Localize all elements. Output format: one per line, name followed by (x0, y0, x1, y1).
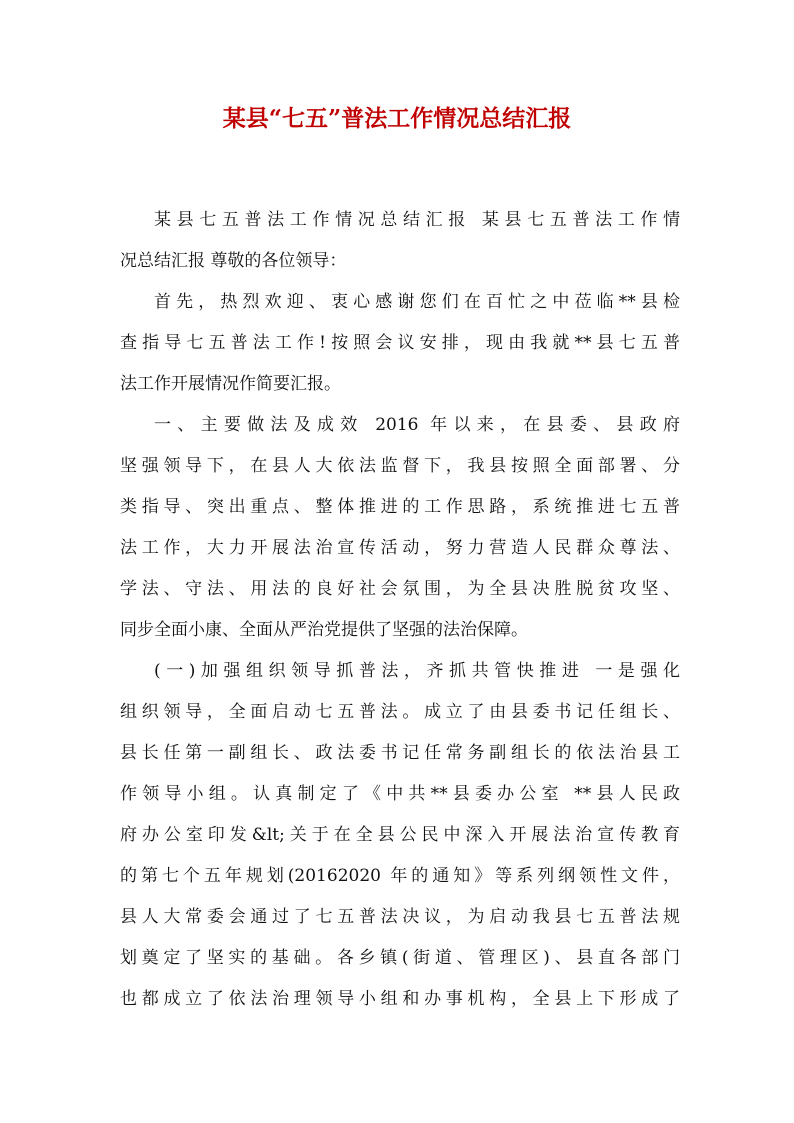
text-line: 组织领导，全面启动七五普法。成立了由县委书记任组长、 (120, 702, 680, 722)
text-line: (一)加强组织领导抓普法，齐抓共管快推进 一是强化 (154, 661, 680, 681)
text-line: 划奠定了坚实的基础。各乡镇(街道、管理区)、县直各部门 (120, 948, 680, 968)
text-line: 法工作，大力开展法治宣传活动，努力营造人民群众尊法、 (120, 538, 680, 558)
paragraph-main-measures (120, 405, 680, 651)
text-line: 县长任第一副组长、政法委书记任常务副组长的依法治县工 (120, 743, 680, 763)
text-line: 首先，热烈欢迎、衷心感谢您们在百忙之中莅临**县检 (154, 292, 680, 312)
text-line: 县人大常委会通过了七五普法决议，为启动我县七五普法规 (120, 907, 680, 927)
text-line: 学法、守法、用法的良好社会氛围，为全县决胜脱贫攻坚、 (120, 579, 680, 599)
paragraph-organization (120, 651, 680, 1020)
text-line: 类指导、突出重点、整体推进的工作思路，系统推进七五普 (120, 497, 680, 517)
document-title: 某县“七五”普法工作情况总结汇报 (222, 105, 572, 132)
text-line: 同步全面小康、全面从严治党提供了坚强的法治保障。 (120, 620, 528, 640)
text-line: 也都成立了依法治理领导小组和办事机构，全县上下形成了 (120, 989, 680, 1009)
text-line: 查指导七五普法工作!按照会议安排，现由我就**县七五普 (120, 333, 680, 353)
text-line: 坚强领导下，在县人大依法监督下，我县按照全面部署、分 (120, 456, 680, 476)
paragraph-intro (120, 200, 680, 282)
text-line: 一、主要做法及成效 2016 年以来，在县委、县政府 (154, 415, 680, 435)
text-line: 的第七个五年规划(20162020 年的通知》等系列纲领性文件， (120, 866, 680, 886)
paragraph-welcome (120, 282, 680, 405)
text-line: 作领导小组。认真制定了《中共**县委办公室 **县人民政 (120, 784, 680, 804)
text-line: 某县七五普法工作情况总结汇报 某县七五普法工作情 (154, 210, 680, 230)
text-line: 法工作开展情况作简要汇报。 (120, 374, 341, 394)
text-line: 况总结汇报 尊敬的各位领导： (120, 251, 347, 271)
text-line: 府办公室印发&lt;关于在全县公民中深入开展法治宣传教育 (120, 825, 680, 845)
document-body (120, 200, 680, 1020)
